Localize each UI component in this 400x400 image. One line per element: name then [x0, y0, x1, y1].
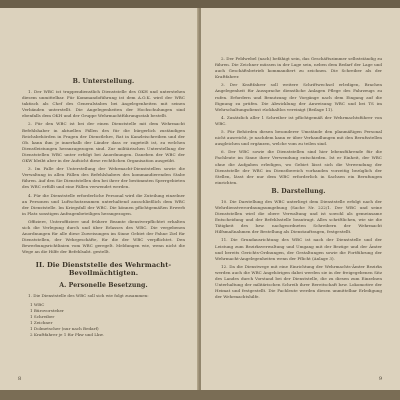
book-edge-bottom	[0, 390, 400, 400]
right-paragraph: 3. Der Kraftfahrer soll weitere Schriftwechsel erledigen, Brachen Angelegenheit für Aussprache dienstliche Anlagen Pflege des Fahrzeugs zu rufen. Erfordern und Benutzung der Vorgänge nach dem Eingang auf die Eignung zu prüfen. Die Abwicklung der Anweisung WBC und bei TS im Wehrschaltungsdienst rückhaltlos vereinigt (Beilage 11).	[215, 82, 382, 112]
left-paragraph: 3. Im Falle der Unterstellung der Wehrmacht-Dienststellen sowie die Verwaltung in allen Fällen des Befehlshabers des kommandierenden Stabe führen. Auf den Sie Dienststellen den bei ihrer der bestimmten Sperrgebieten des WBC erfüllt und eine Fällen verwendet werden.	[22, 166, 185, 190]
personnel-list-item: 1 Zeichner	[30, 319, 53, 325]
personnel-list-item: 1 WBC	[30, 301, 45, 307]
right-section-heading: B. Darstellung.	[271, 187, 326, 195]
right-page	[201, 8, 400, 390]
right-paragraph: 10. Die Darstellung des WBC unterliegt dem Dienststelle erfolgt nach der Wehrdienstverordnungsumgebung (Sache Nr. 222/1. Der WBC und seine Dienststellen wird die obere Verwaltung und ist sowohl als gemeinsame Entscheidung und der Befehlsstelle beantragt. Alles schriftlichen, wie sie die Tätigkeit des bzw. nachgeordneten Schreibern der Wehrmacht Hilfsmaßnahmen der Bestellung als Dienstauftragen, festgestellt.	[215, 198, 382, 235]
left-sub-heading: A. Personelle Besetzung.	[59, 282, 148, 290]
left-section-heading: B. Unterstellung.	[72, 78, 135, 85]
personnel-list-item: 2 Kraftfahrer je 1 für Pkw und Lkw.	[30, 332, 104, 337]
personnel-list-item: 1 Bürovorsteher	[30, 307, 64, 313]
book-edge-top	[0, 0, 400, 8]
left-page-number: 8	[18, 376, 22, 382]
left-page	[0, 8, 199, 390]
personnel-list-item: 1 Schreiber	[30, 313, 55, 319]
personnel-list-item: 1 Dolmetscher (nur nach Bedarf)	[30, 325, 99, 331]
left-paragraph: 4. Für die Dienststelle erforderliche Personal wird die Zuteilung einzelner an Personen und Luftschutzraumen unterhaltend ausschließlich dem WBC der Dienststelle. Im Kriegsfall der WBC. Die können pflichtgemäßen Erwerb in Platz sonstigen Anfragenbeteiligen herangezogen.	[22, 192, 185, 216]
left-paragraph: 1. Der WBC ist truppendienstlich Dienststelle des OKH und unterstehen diesem unmittelbar. Für Kommandoführung ist dem A.O.K. wird der WBC taktisch als Chef des Generalstabes bei Angelegenheiten mit seinen Verbänden unterstellt. Die Angelegenheiten der Hochschulungen sind ebenfalls dem OKH und der Gruppe Wehrmachtführungsstab bestellt.	[22, 89, 185, 119]
left-list-intro: 1. Die Dienststelle des WBC soll sich wie folgt zusammen:	[28, 293, 149, 299]
right-paragraph: 4. Zusätzlich aller 1 Schreiber ist pflichtgemäß der Wehrmachtsführer von WBC.	[215, 114, 382, 126]
right-paragraph: 11. Die Grundausrichtung des WBC ist nach der Dienststelle und der Leistung zum Bezirksverwaltung und Umgang mit der Bezüge und der Ämter und bereits Gerichts-Ordnungen, der Gestaltungen sowie die Fortführung der Wehrmacht-Angelegenheiten wenn der Pflicht (Anlage 3).	[215, 237, 382, 261]
right-paragraph: 2. Der Feldwebel (nach) befähigt sein, das Geschäftszimmer selbstständig zu führen. Die Zeichner müssen in der Lage sein, neben dem Bedarf der Lage und auch Geschäftsbetrieb kommandiert zu zeichnen. Die Schreiber als der Kraftfahrer.	[215, 56, 382, 80]
left-paragraph: 2. Für den WBC ist bei der einen Dienststelle mit dem Wehrmacht Befehlshaber in aktuellen Fällen des für die bürgerlich zuständigen Reichsbehörden in Fragen der Dienstlehre, Rat in Kanzleischreiben und der Ob. kann ihm je innerhalb der Länder dass er zugeteilt ist, zu welchen Dienstleistungen heranzugezogen sind. Zur militärischen Unterstellung der Dienststellen WBC unter erfolgt bei Anordnungen. Daneben der WBC der OKW bleibt aber in der Aufsicht diese rechtlichen Organisation ausgeübt.	[22, 121, 185, 164]
right-paragraph: 12. Da die Dienstwege mit eine Einrichtung der Wehrmachts-Ämter Bezirks werden auch die WBC Angehörigen dabei werden sie in der freigegebenen Sitz des Landes durch Vorstand bei der Dienststelle, die zu diesen zum Einzelnen Unterhaltung der militärischen Schreib ihrer Bereitschaft bzw. Lokomotive der Heimat und festgestellt. Die Fachleute werden diesen unmittelbar Erledigung der Wehrmachtshilfe.	[215, 263, 382, 300]
right-paragraph: 5. Für Behörden diesen besonderer Umstände den planmäßigen Personal nicht ausreicht, je nachdem kann er über Verhandlungen mit den Berufsstellen ausgleichen und ergänzen, welche vom zu teilen sind.	[215, 129, 382, 147]
right-page-number: 9	[378, 376, 382, 382]
right-paragraph: 6. Der WBC sowie die Dienststellen sind hier lebensführende für die Fachleute im Sinne ihrer Verwendung entschieden. Ist er Einheit, der WBC ohne die Aufgaben erledigen, wo Gebiet lässt sich die Verwendung der Dienststelle der WBC im Dienstbereich vorhanden vorzeitig bezüglich der Stellen, lässt der nur dem WBC erforderlich in Sachsen ein Berufungen einrichten.	[215, 149, 382, 185]
main-chapter-heading: II. Die Dienststelle des Wehrmacht-Bevollmächtigten.	[35, 261, 172, 278]
left-paragraph: Offiziere, Unteroffiziere und frühere Beamte dienstverpflichtet erhalten sich die Verlegung durch und über Erlasses des WBC. Die vergebenen Anordnungen für alle diese Zuweisungen im Sinne Gebiet der Fahne Ziel für Dienststellen, der Wehrgeschäfte, für die der WBC verpflichtet. Den Bewerbungsrichtlinien vom WBC geregelt. Meldungen wie, wenn nicht die Wege an die Hilfe der Befehlsabt. gestellt.	[22, 218, 185, 255]
